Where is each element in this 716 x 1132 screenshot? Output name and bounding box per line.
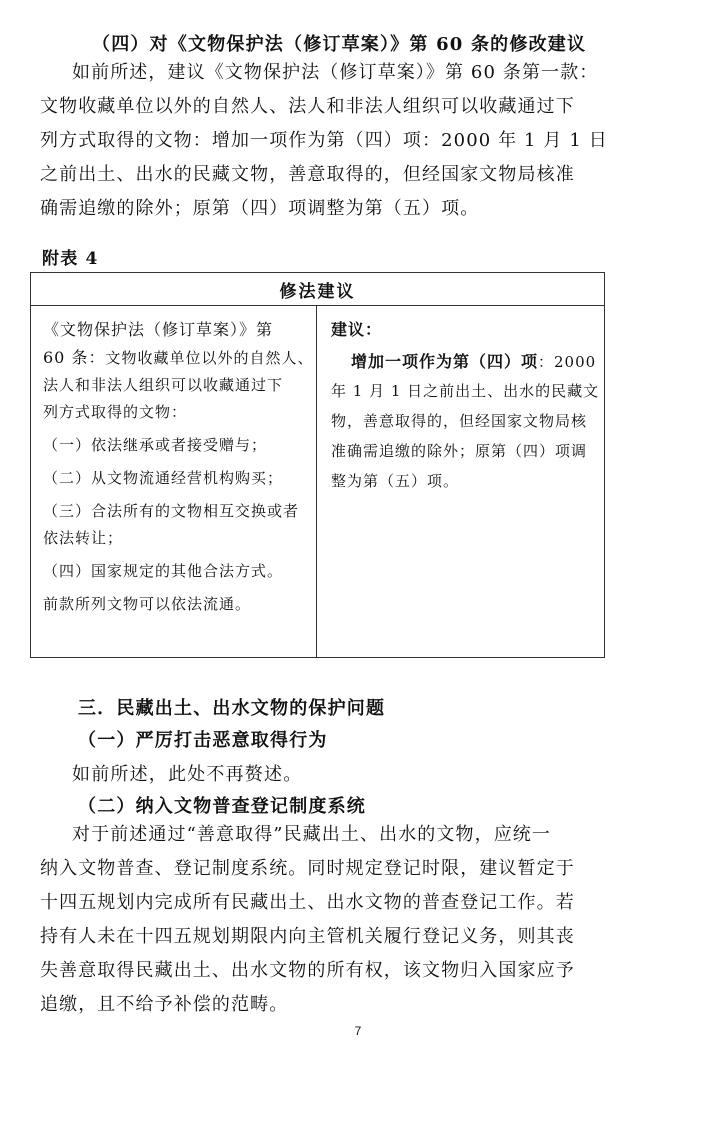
section-heading-3: 三．民藏出土、出水文物的保护问题 xyxy=(78,698,386,719)
subsection-heading-1: （一）严厉打击恶意取得行为 xyxy=(78,730,328,751)
law-intro-line: 法人和非法人组织可以收藏通过下 xyxy=(43,376,284,394)
article-number: 60 条： xyxy=(43,348,106,367)
suggestion-line xyxy=(331,348,596,376)
table-cell-suggestion xyxy=(317,306,605,658)
paragraph-line: 失善意取得民藏出土、出水文物的所有权，该文物归入国家应予 xyxy=(40,960,575,981)
law-item: （二）从文物流通经营机构购买； xyxy=(43,469,284,487)
law-intro-line xyxy=(43,344,314,372)
paragraph-line: 之前出土、出水的民藏文物，善意取得的，但经国家文物局核准 xyxy=(40,164,575,185)
suggestion-label: 建议： xyxy=(331,320,383,339)
paragraph-line: 对于前述通过“善意取得”民藏出土、出水的文物，应统一 xyxy=(72,824,552,845)
paragraph-line: 列方式取得的文物：增加一项作为第（四）项：2000 年 1 月 1 日 xyxy=(40,130,608,151)
paragraph-line: 如前所述，建议《文物保护法（修订草案）》第 60 条第一款： xyxy=(72,62,599,83)
table-header: 修法建议 xyxy=(31,273,605,306)
table-cell-original-text xyxy=(31,306,317,658)
law-intro-text: 文物收藏单位以外的自然人、 xyxy=(105,349,314,367)
subsection-1-text: 如前所述，此处不再赘述。 xyxy=(72,764,303,785)
amendment-table xyxy=(30,272,605,658)
suggestion-line: 准确需追缴的除外；原第（四）项调 xyxy=(331,442,588,460)
law-title-line: 《文物保护法（修订草案）》第 xyxy=(43,320,274,339)
paragraph-line: 追缴，且不给予补偿的范畴。 xyxy=(40,994,289,1015)
suggestion-line: 物，善意取得的，但经国家文物局核 xyxy=(331,412,588,430)
law-item: （四）国家规定的其他合法方式。 xyxy=(43,562,284,580)
page-number: 7 xyxy=(354,1024,362,1038)
paragraph-line: 纳入文物普查、登记制度系统。同时规定登记时限，建议暂定于 xyxy=(40,858,575,879)
subsection-heading-2: （二）纳入文物普查登记制度系统 xyxy=(78,796,366,817)
law-item: （一）依法继承或者接受赠与； xyxy=(43,436,268,454)
appendix-label: 附表 4 xyxy=(42,249,99,269)
paragraph-line: 文物收藏单位以外的自然人、法人和非法人组织可以收藏通过下 xyxy=(40,96,575,117)
law-intro-line: 列方式取得的文物： xyxy=(43,403,188,421)
law-item-continued: 依法转让； xyxy=(43,529,124,547)
law-item: （三）合法所有的文物相互交换或者 xyxy=(43,502,300,520)
paragraph-line: 持有人未在十四五规划期限内向主管机关履行登记义务，则其丧 xyxy=(40,926,575,947)
suggestion-line: 年 1 月 1 日之前出土、出水的民藏文 xyxy=(331,382,600,400)
paragraph-line: 十四五规划内完成所有民藏出土、出水文物的普查登记工作。若 xyxy=(40,892,575,913)
suggestion-line: 整为第（五）项。 xyxy=(331,472,460,490)
suggestion-tail: ：2000 xyxy=(538,353,597,371)
law-closing-line: 前款所列文物可以依法流通。 xyxy=(43,595,252,613)
suggestion-bold-text: 增加一项作为第（四）项 xyxy=(351,352,539,371)
paragraph-line: 确需追缴的除外；原第（四）项调整为第（五）项。 xyxy=(40,198,480,219)
section-heading-4: （四）对《文物保护法（修订草案）》第 60 条的修改建议 xyxy=(92,34,587,55)
